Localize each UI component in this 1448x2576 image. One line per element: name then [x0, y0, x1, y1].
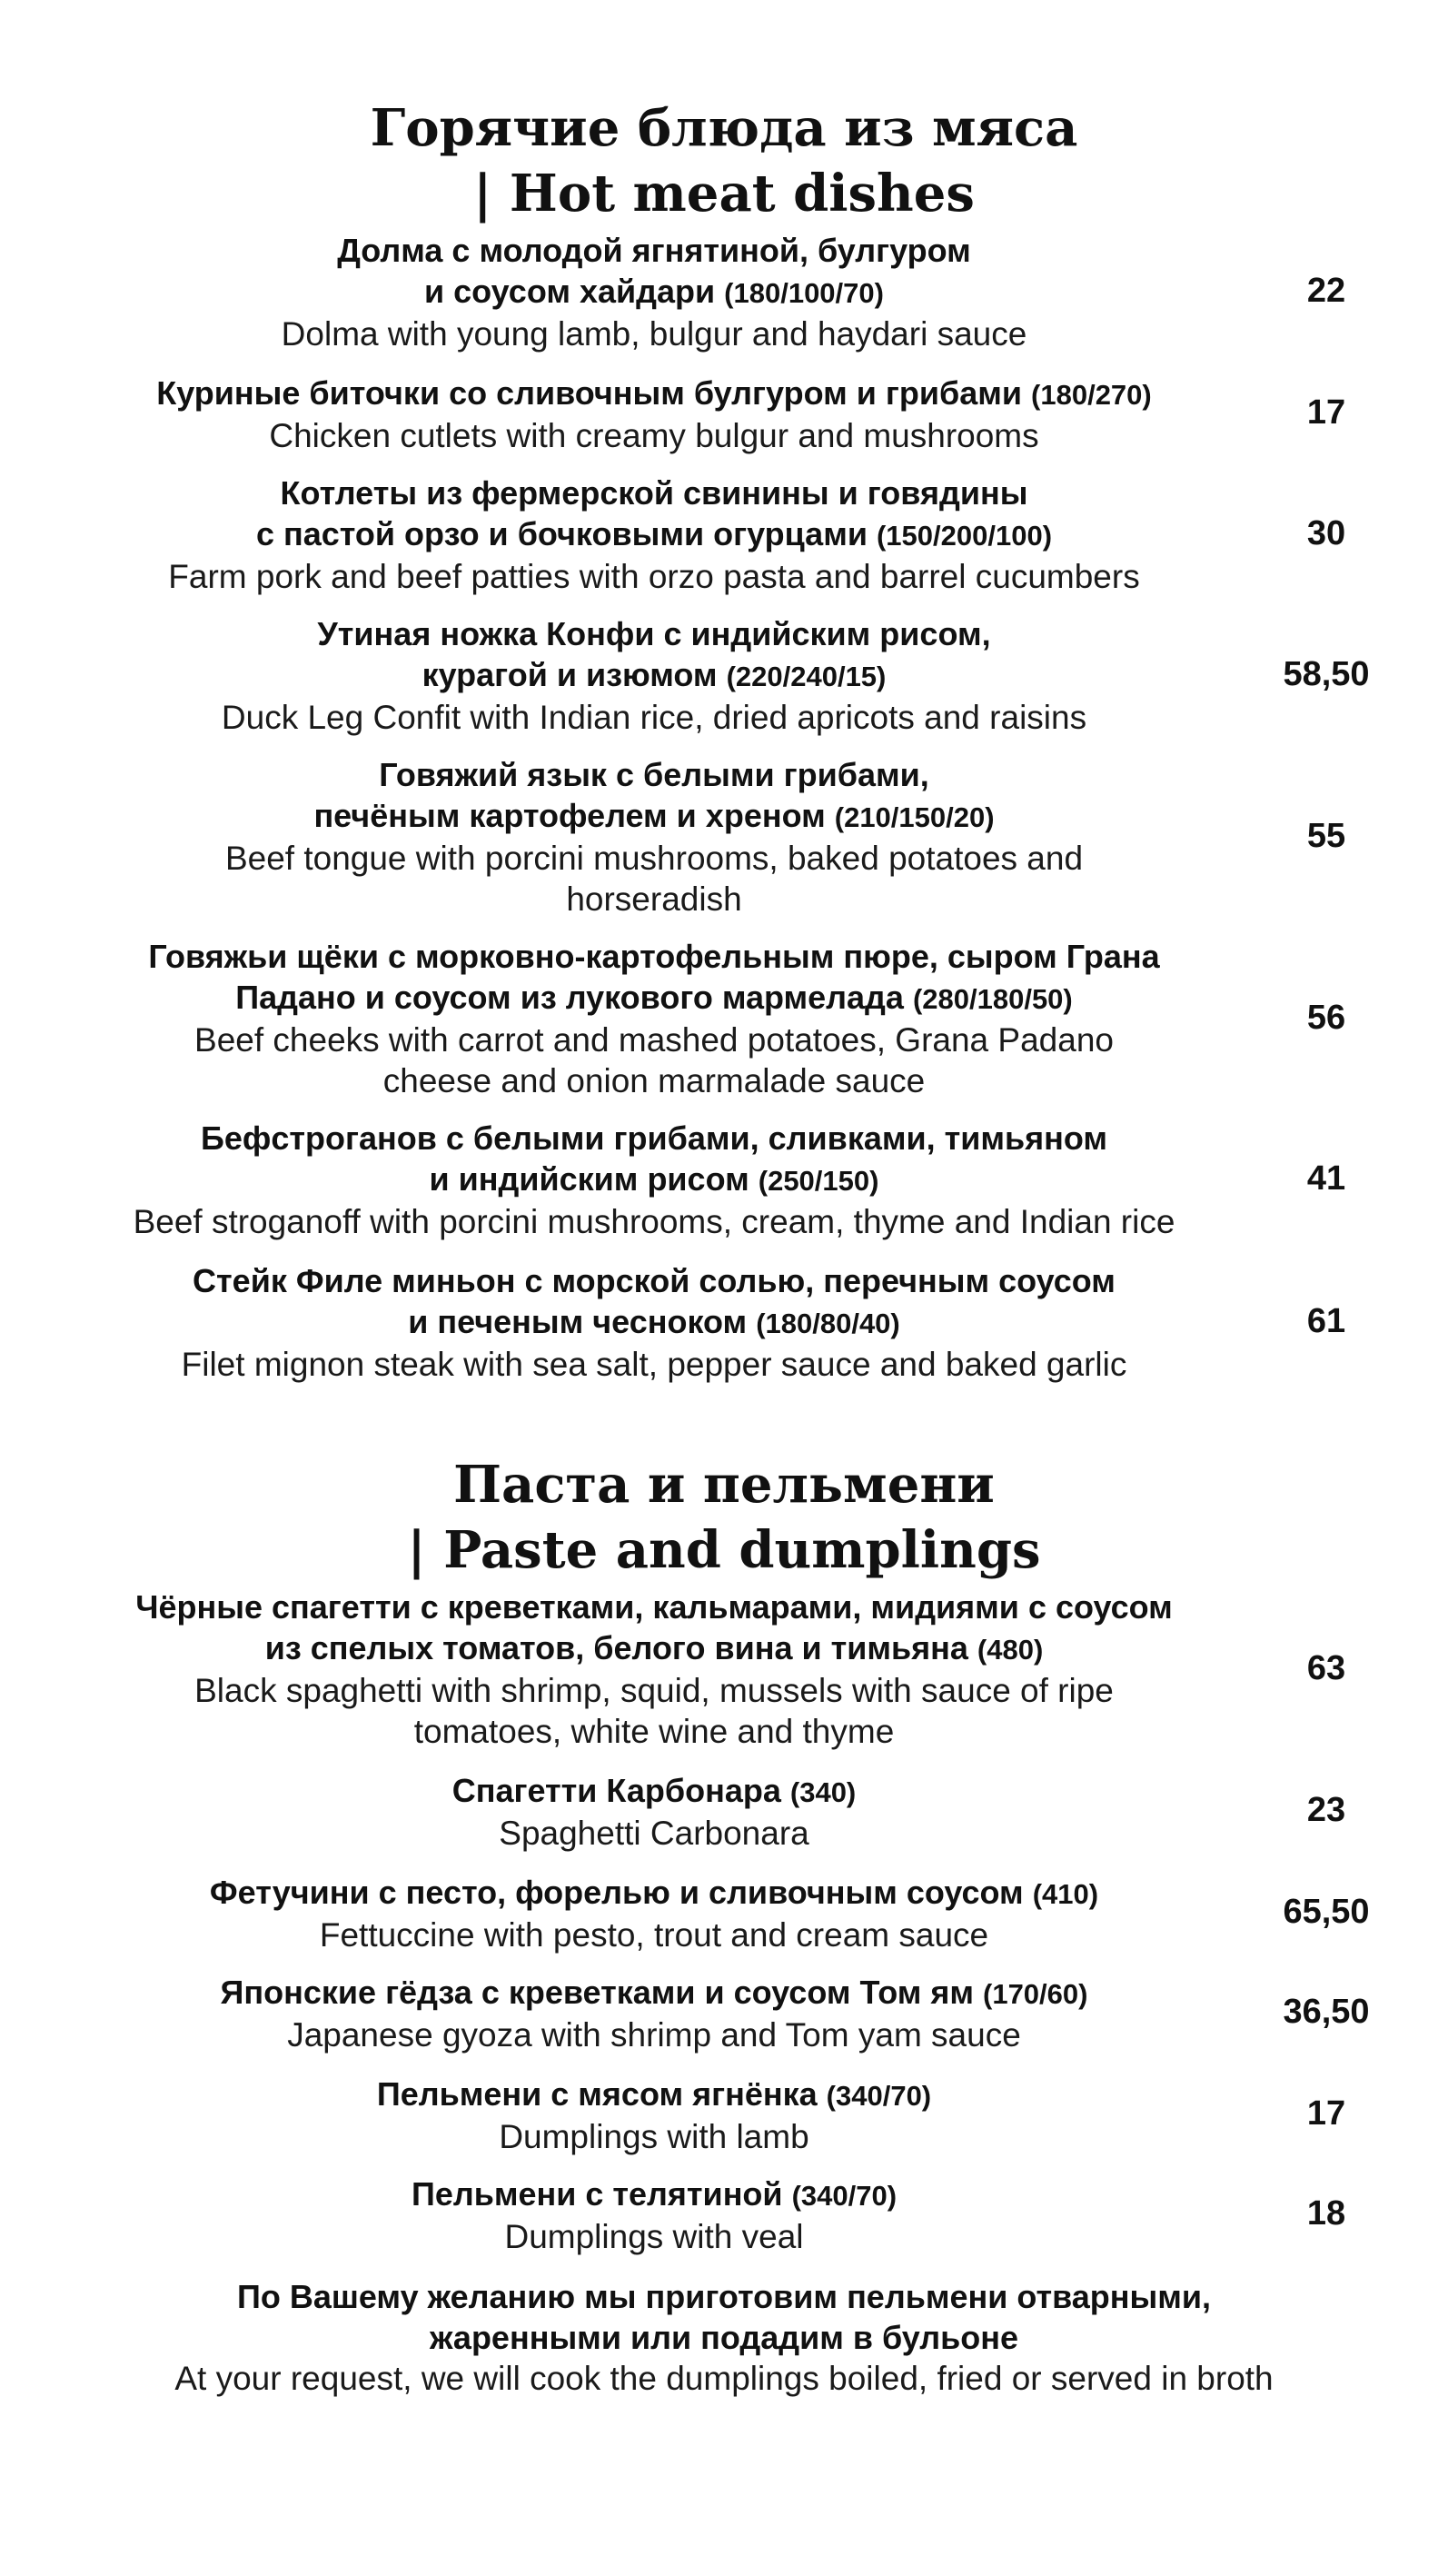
item-name-ru-line: Пельмени с мясом ягнёнка	[376, 2075, 818, 2113]
item-name-en-line: Filet mignon steak with sea salt, pepper sauce and baked garlic	[181, 1346, 1127, 1383]
item-name-ru-line: Долма с молодой ягнятиной, булгуром	[337, 232, 971, 269]
item-name-ru-line: Спагетти Карбонара	[451, 1772, 781, 1809]
item-weight: (250/150)	[758, 1165, 879, 1197]
section-title-pasta-dumplings	[0, 1452, 1448, 1583]
item-name-ru-line: Фетучини с песто, форелью и сливочным соусом	[209, 1874, 1024, 1911]
item-price: 58,50	[1283, 655, 1370, 693]
item-weight: (210/150/20)	[834, 801, 995, 833]
item-price: 30	[1306, 514, 1346, 552]
item-name-ru-line: и соусом хайдари	[424, 273, 716, 310]
item-price: 18	[1306, 2194, 1346, 2233]
item-price: 17	[1306, 393, 1346, 432]
item-name-en-line: Dumplings with lamb	[499, 2118, 809, 2155]
item-weight: (410)	[1032, 1878, 1099, 1910]
item-name-ru-line: Пельмени с телятиной	[411, 2175, 783, 2213]
item-name-ru-line: курагой и изюмом	[422, 656, 718, 693]
item-name-en-line: horseradish	[566, 880, 742, 918]
item-name-ru-line: Падано и соусом из лукового мармелада	[235, 979, 904, 1016]
item-price: 22	[1306, 272, 1346, 310]
note-en-line: At your request, we will cook the dumplings boiled, fried or served in broth	[174, 2360, 1274, 2397]
item-name-en-line: Spaghetti Carbonara	[499, 1815, 809, 1852]
item-name-ru-line: печёным картофелем и хреном	[313, 797, 826, 834]
item-weight: (170/60)	[983, 1978, 1088, 2010]
item-name-en-line: Beef cheeks with carrot and mashed potatoes, Grana Padano	[194, 1021, 1114, 1059]
item-price: 17	[1306, 2094, 1346, 2133]
item-name-ru-line: Чёрные спагетти с креветками, кальмарами, мидиями с соусом	[135, 1588, 1173, 1626]
item-weight: (180/80/40)	[756, 1308, 900, 1339]
item-price: 36,50	[1283, 1993, 1370, 2031]
item-name-ru-line: Бефстроганов с белыми грибами, сливками, тимьяном	[200, 1119, 1108, 1157]
item-name-ru-line: Стейк Филе миньон с морской солью, перечным соусом	[193, 1262, 1116, 1299]
item-weight: (180/270)	[1031, 379, 1152, 411]
item-weight: (180/100/70)	[724, 277, 884, 309]
item-price: 61	[1306, 1302, 1346, 1340]
item-name-ru-line: и печеным чесноком	[408, 1303, 748, 1340]
section-title-en: | Paste and dumplings	[407, 1520, 1041, 1580]
item-name-ru-line: Японские гёдза с креветками и соусом Том ям	[220, 1974, 974, 2011]
item-name-ru-line: и индийским рисом	[429, 1160, 749, 1198]
item-name-en-line: Japanese gyoza with shrimp and Tom yam sauce	[287, 2016, 1021, 2054]
section-title-en: | Hot meat dishes	[473, 164, 975, 224]
item-name-ru-line: Куриные биточки со сливочным булгуром и грибами	[156, 374, 1023, 412]
item-name-ru-line: из спелых томатов, белого вина и тимьяна	[264, 1629, 968, 1666]
item-name-en-line: Duck Leg Confit with Indian rice, dried apricots and raisins	[221, 699, 1087, 736]
item-name-en-line: Black spaghetti with shrimp, squid, mussels with sauce of ripe	[194, 1672, 1114, 1709]
section-title-ru: Паста и пельмени	[453, 1455, 995, 1515]
item-name-ru-line: Утиная ножка Конфи с индийским рисом,	[317, 615, 991, 652]
item-name-en-line: Beef stroganoff with porcini mushrooms, cream, thyme and Indian rice	[133, 1203, 1175, 1240]
item-weight: (220/240/15)	[726, 661, 887, 692]
item-weight: (280/180/50)	[912, 983, 1073, 1015]
item-name-en-line: Dolma with young lamb, bulgur and haydari sauce	[281, 315, 1027, 353]
section-title-ru: Горячие блюда из мяса	[370, 98, 1078, 158]
item-name-ru-line: с пастой орзо и бочковыми огурцами	[255, 515, 868, 552]
note-ru-line: жаренными или подадим в бульоне	[429, 2319, 1019, 2356]
note-ru-line: По Вашему желанию мы приготовим пельмени отварными,	[236, 2278, 1212, 2315]
section-title-hot-meat	[0, 95, 1448, 226]
item-name-en-line: Dumplings with veal	[504, 2218, 804, 2255]
item-name-en-line: cheese and onion marmalade sauce	[382, 1062, 926, 1099]
item-name-ru-line: Говяжий язык с белыми грибами,	[379, 756, 929, 793]
item-price: 65,50	[1283, 1893, 1370, 1931]
item-price: 63	[1306, 1649, 1346, 1687]
item-name-en-line: Chicken cutlets with creamy bulgur and mushrooms	[269, 417, 1039, 454]
item-weight: (150/200/100)	[876, 520, 1053, 552]
item-weight: (340)	[789, 1776, 857, 1808]
item-name-en-line: Farm pork and beef patties with orzo pasta and barrel cucumbers	[168, 558, 1140, 595]
item-weight: (340/70)	[791, 2180, 898, 2212]
item-price: 41	[1306, 1159, 1346, 1198]
item-name-en-line: Fettuccine with pesto, trout and cream sauce	[319, 1916, 989, 1954]
item-price: 55	[1306, 817, 1346, 855]
item-weight: (480)	[977, 1634, 1044, 1666]
item-name-ru-line: Говяжьи щёки с морковно-картофельным пюре, сыром Грана	[148, 938, 1160, 975]
item-name-ru-line: Котлеты из фермерской свинины и говядины	[280, 474, 1028, 512]
item-name-en-line: Beef tongue with porcini mushrooms, baked potatoes and	[224, 840, 1084, 877]
dumplings-note	[55, 2276, 1393, 2399]
item-price: 23	[1306, 1791, 1346, 1829]
item-price: 56	[1306, 999, 1346, 1037]
item-name-en-line: tomatoes, white wine and thyme	[413, 1713, 895, 1750]
item-weight: (340/70)	[826, 2080, 932, 2112]
